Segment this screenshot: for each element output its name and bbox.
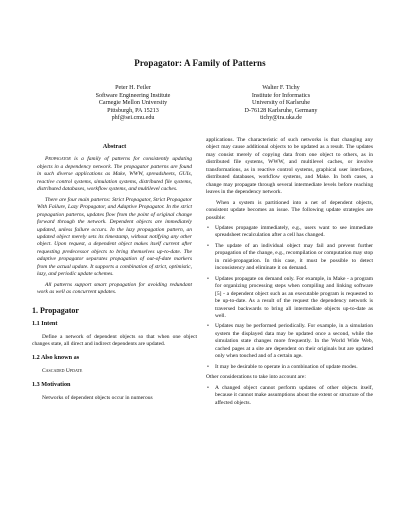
aka-text: Cascaded Update bbox=[42, 367, 83, 374]
abstract-paragraph: All patterns support smart propagation for avoiding redundant work as well as concurrent updates. bbox=[37, 281, 192, 296]
author-affiliation: Software Engineering Institute bbox=[95, 92, 171, 99]
left-column bbox=[32, 143, 197, 405]
abstract-paragraph: Propagator is a family of patterns for consistently updating objects in a dependency network. The propagator patterns are found in such diverse applications as Make, WWW, spreadsheets, GUIs, reactive control systems, simulation systems, distributed file systems, distributed databases, workflow systems, and multilevel caches. bbox=[37, 156, 192, 193]
bullet-icon: • bbox=[207, 363, 209, 370]
abstract-body bbox=[32, 156, 197, 296]
bullet-icon: • bbox=[207, 323, 209, 330]
body-paragraph: Other considerations to take into account are: bbox=[206, 374, 306, 381]
body-paragraph: When a system is partitioned into a net of dependent objects, consistent update becomes an issue. The following update strategies are possible: bbox=[206, 199, 373, 221]
body-paragraph: applications. The characteristic of such networks is that changing any object may cause additional objects to be updated as a result. The updates may consist merely of copying data from one object to others, as in distributed file systems, WWW, and multilevel caches, or involve transformations, as in reactive control systems, graphical user interfaces, distributed databases, workflow systems, and Make. In both cases, a change may propagate through several intermediate levels before reaching leaves in the dependency network. bbox=[206, 137, 373, 196]
section-heading: 1. Propagator bbox=[32, 305, 79, 315]
intent-text: Define a network of dependent objects so that when one object changes state, all direct and indirect dependents are updated. bbox=[32, 333, 197, 347]
author-block-feiler bbox=[58, 85, 208, 123]
author-block-tichy bbox=[206, 85, 356, 123]
author-name: Peter H. Feiler bbox=[115, 85, 151, 91]
subsection-heading: 1.3 Motivation bbox=[32, 381, 71, 389]
subsection-heading: 1.2 Also known as bbox=[32, 354, 80, 362]
author-email: phf@sei.cmu.edu bbox=[111, 115, 155, 121]
author-affiliation: Carnegie Mellon University bbox=[98, 100, 168, 106]
list-item: • The update of an individual object may fail and prevent further propagation of the change, e.g., recompilation or computation may stop in mid-propagation. In this case, it must be possible to detect inconsistency and eliminate it on demand. bbox=[207, 242, 373, 272]
list-item: • Updates propagate immediately, e.g., users want to see immediate spreadsheet recalculation after a cell has changed. bbox=[207, 224, 373, 239]
subsection-heading: 1.1 Intent bbox=[32, 320, 58, 328]
author-name: Walter F. Tichy bbox=[262, 85, 300, 91]
bullet-icon: • bbox=[207, 242, 209, 249]
motivation-text: Networks of dependent objects occur in numerous bbox=[42, 394, 153, 401]
bullet-icon: • bbox=[207, 275, 209, 282]
right-column bbox=[206, 137, 373, 410]
list-item: • It may be desirable to operate in a combination of update modes. bbox=[207, 363, 358, 370]
list-item: • Updates propagate on demand only. For example, in Make - a program for organizing processing steps when compiling and linking software [5] - a dependent object such as an executable program is requested to be up-to-date. As a result of the request the dependency network is traversed backwards to bring all intermediate objects up-to-date as well. bbox=[207, 275, 373, 319]
abstract-paragraph: There are four main patterns: Strict Propagator, Strict Propagator With Failure, Lazy Propagator, and Adaptive Propagator. In the strict propagation patterns, updates flow from the point of original change forward through the network. Dependent objects are immediately updated, unless failure occurs. In the lazy propagation pattern, an updated object merely sets its timestamp, without notifying any other object. Upon request, a dependent object makes itself current after requesting predecessor objects to bring themselves up-to-date. The adaptive propagator separates propagation of out-of-date markers from the actual update. It supports a combination of strict, optimistic, lazy, and periodic update schemes. bbox=[37, 196, 192, 278]
bullet-icon: • bbox=[207, 224, 209, 231]
author-email: tichy@ira.uka.de bbox=[260, 115, 302, 121]
author-affiliation: University of Karlsruhe bbox=[252, 100, 310, 106]
list-item: • A changed object cannot perform updates of other objects itself, because it cannot make assumptions about the extent or structure of the affected objects. bbox=[207, 384, 373, 406]
author-affiliation: Institute for Informatics bbox=[251, 92, 311, 99]
consideration-list bbox=[206, 385, 373, 407]
abstract-term: Propagator bbox=[45, 156, 71, 163]
strategy-list bbox=[206, 225, 373, 371]
author-address: Pittsburgh, PA 15213 bbox=[107, 107, 159, 114]
bullet-icon: • bbox=[207, 384, 209, 391]
abstract-heading: Abstract bbox=[102, 143, 127, 150]
list-item: • Updates may be performed periodically. For example, in a simulation system the displayed data may be updated once a second, while the simulation state changes more frequently. In the World Wide Web, cached pages at a site are dependent on their originals but are updated only when touched and of a certain age. bbox=[207, 323, 373, 360]
author-address: D-76128 Karlsruhe, Germany bbox=[244, 107, 318, 114]
paper-title: Propagator: A Family of Patterns bbox=[134, 58, 266, 68]
